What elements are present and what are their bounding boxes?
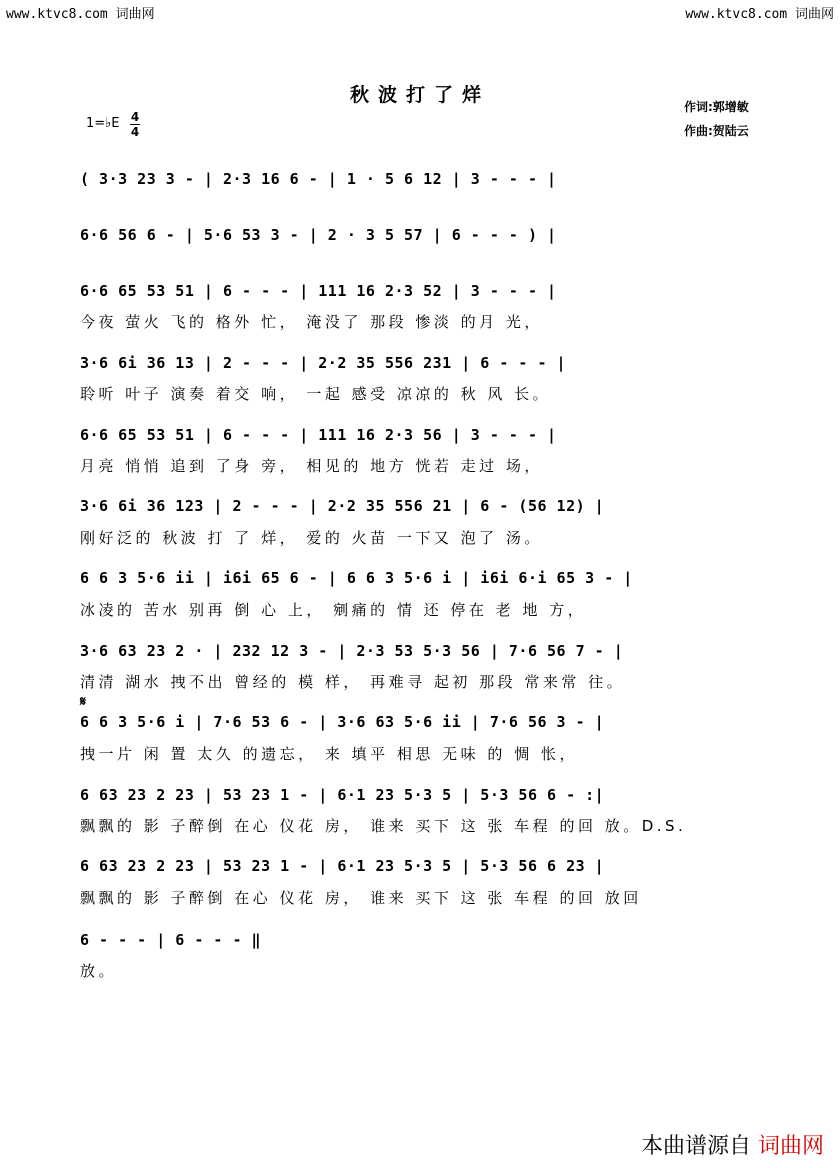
score-row-notes: 3·6 6i 36 123 | 2 - - - | 2·2 35 556 21 | 6 - (56 12) | — [80, 497, 605, 515]
watermark-left: www.ktvc8.com 词曲网 — [6, 7, 155, 22]
footer-source-text: 本曲谱源自 — [640, 1134, 751, 1159]
score-row-lyrics: 飘飘的 影 子醉倒 在心 仪花 房， 谁来 买下 这 张 车程 的回 放。D.S. — [80, 817, 687, 835]
time-signature — [130, 111, 140, 138]
score-row-lyrics: 月亮 悄悄 追到 了身 旁， 相见的 地方 恍若 走过 场， — [80, 457, 543, 475]
composer-credit: 作曲:贺陆云 — [684, 124, 749, 138]
segno-icon: 𝄋 — [80, 694, 87, 710]
score-row-notes: 6·6 56 6 - | 5·6 53 3 - | 2 · 3 5 57 | 6 - - - ) | — [80, 226, 557, 244]
score-row-notes: 6 6 3 5·6 i | 7·6 53 6 - | 3·6 63 5·6 ii | 7·6 56 3 - | — [80, 713, 605, 731]
score-row-lyrics: 飘飘的 影 子醉倒 在心 仪花 房， 谁来 买下 这 张 车程 的回 放回 — [80, 889, 642, 907]
score-row-lyrics: 今夜 萤火 飞的 格外 忙， 淹没了 那段 惨淡 的月 光， — [80, 313, 543, 331]
time-signature-bottom: 4 — [130, 125, 140, 139]
score-row-lyrics: 冰凌的 苦水 别再 倒 心 上， 剜痛的 情 还 停在 老 地 方， — [80, 601, 587, 619]
score-row-notes: 6 6 3 5·6 ii | i6i 65 6 - | 6 6 3 5·6 i | i6i 6·i 65 3 - | — [80, 569, 633, 587]
lyricist-credit: 作词:郭增敏 — [684, 100, 749, 114]
score-row-notes: 6·6 65 53 51 | 6 - - - | 111 16 2·3 56 | 3 - - - | — [80, 426, 557, 444]
footer-source — [641, 1129, 824, 1160]
score-row-notes: ( 3·3 23 3 - | 2·3 16 6 - | 1 · 5 6 12 | 3 - - - | — [80, 170, 557, 188]
song-title: 秋波打了烊 — [349, 84, 490, 106]
watermark-right: www.ktvc8.com 词曲网 — [685, 7, 834, 22]
score-row-notes: 3·6 6i 36 13 | 2 - - - | 2·2 35 556 231 | 6 - - - | — [80, 354, 567, 372]
score-row-notes: 3·6 63 23 2 · | 232 12 3 - | 2·3 53 5·3 56 | 7·6 56 7 - | — [80, 642, 624, 660]
footer-brand-link[interactable]: 词曲网 — [757, 1134, 824, 1159]
score-row-notes: 6 63 23 2 23 | 53 23 1 - | 6·1 23 5·3 5 | 5·3 56 6 23 | — [80, 857, 605, 875]
key-signature: 1=♭E — [86, 116, 120, 131]
time-signature-top: 4 — [130, 110, 140, 124]
score-row-notes: 6·6 65 53 51 | 6 - - - | 111 16 2·3 52 | 3 - - - | — [80, 282, 557, 300]
score-row-lyrics: 拽一片 闲 置 太久 的遗忘， 来 填平 相思 无味 的 惆 怅， — [80, 745, 578, 763]
score-row-lyrics: 放。 — [80, 962, 118, 980]
score-row-notes: 6 63 23 2 23 | 53 23 1 - | 6·1 23 5·3 5 | 5·3 56 6 - :| — [80, 786, 605, 804]
score-row-notes: 6 - - - | 6 - - - ‖ — [80, 931, 262, 949]
score-row-lyrics: 聆听 叶子 演奏 着交 响， 一起 感受 凉凉的 秋 风 长。 — [80, 385, 552, 403]
score-row-lyrics: 清清 湖水 拽不出 曾经的 模 样， 再难寻 起初 那段 常来常 往。 — [80, 673, 626, 691]
score-row-lyrics: 刚好泛的 秋波 打 了 烊， 爱的 火苗 一下又 泡了 汤。 — [80, 529, 543, 547]
